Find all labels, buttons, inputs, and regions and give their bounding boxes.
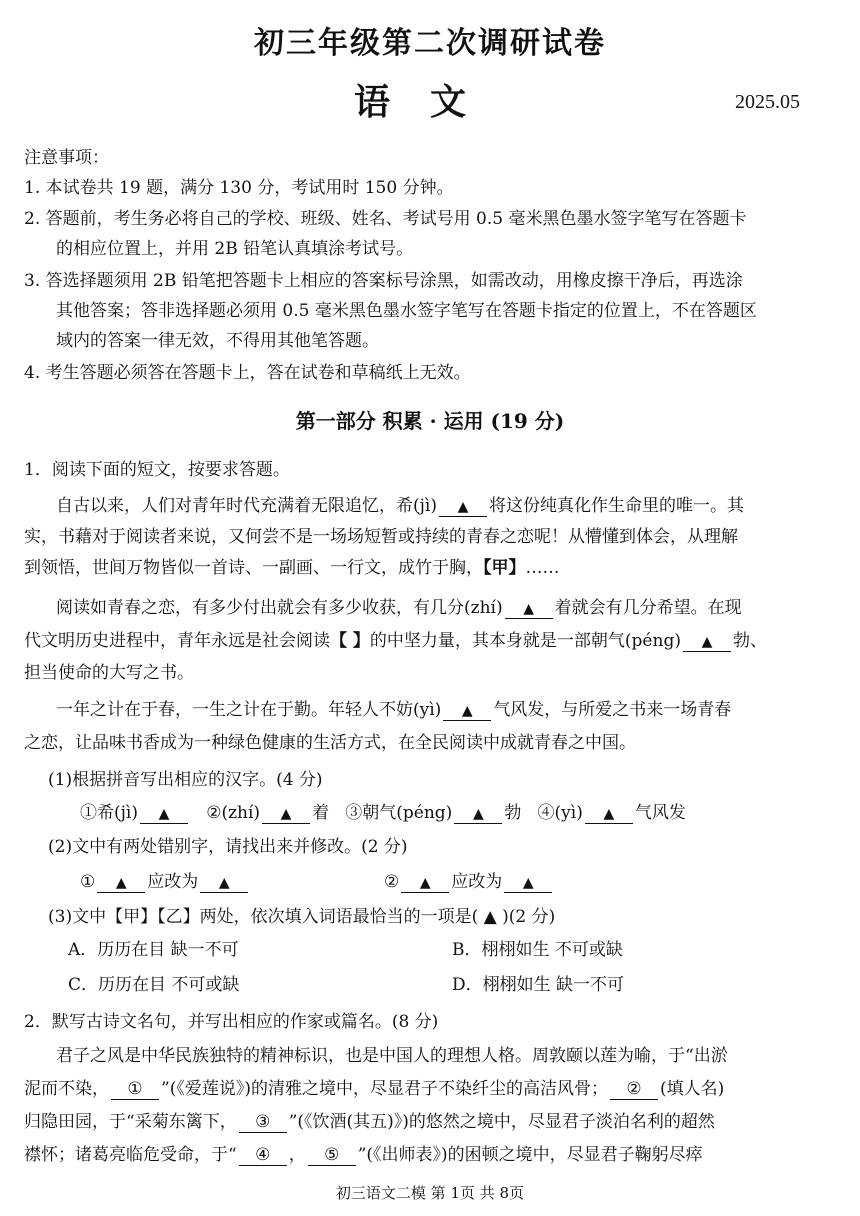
option-c[interactable]: C．历历在目 不可或缺 [68,975,240,995]
sub-question-2: (2)文中有两处错别字，请找出来并修改。(2 分) [48,837,408,857]
q1-paragraph-line [56,698,836,722]
text: ③朝气(péng) [345,803,453,823]
triangle-icon: ▲ [461,703,473,719]
q1-paragraph-line: 实，书藉对于阅读者来说，又何尝不是一场场短暂或持续的青春之恋呢！从懵懂到体会，从理解 [24,527,738,547]
triangle-icon: ▲ [218,875,230,891]
q2-stem: 2．默写古诗文名句，并写出相应的作家或篇名。(8 分) [24,1012,439,1032]
subject-title: 语文 [353,81,506,123]
triangle-icon: ▲ [419,875,431,891]
triangle-icon: ▲ [457,499,469,515]
answer-blank[interactable] [439,496,487,517]
text: 将这份纯真化作生命里的唯一。其 [488,496,744,516]
text: 襟怀；诸葛亮临危受命，于“ [24,1145,237,1165]
triangle-icon: ▲ [603,806,615,822]
text: ①希(jì) [80,803,138,823]
text: 到领悟，世间万物皆似一首诗、一副画、一行文，成竹于胸， [24,558,483,578]
text: 着就会有几分希望。在现 [554,598,742,618]
answer-blank[interactable] [262,803,310,824]
answer-blank[interactable]: ② [610,1079,658,1100]
answer-blank[interactable] [454,803,502,824]
answer-blank[interactable] [401,872,449,893]
text: 气风发，与所爱之书来一场青春 [493,700,732,720]
notice-item: 的相应位置上，并用 2B 铅笔认真填涂考试号。 [56,239,414,259]
option-b[interactable]: B．栩栩如生 不可或缺 [452,940,623,960]
text: 代文明历史进程中，青年永远是社会阅读 [24,631,330,651]
sub-question-3: (3)文中【甲】【乙】两处，依次填入词语最恰当的一项是( ▲ )(2 分) [48,907,556,927]
q1-paragraph-line [56,596,836,620]
answer-blank[interactable]: ① [111,1079,159,1100]
q2-line [24,1077,834,1101]
sub-question-1: (1)根据拼音写出相应的汉字。(4 分) [48,770,323,790]
text: (填人名) [659,1079,725,1099]
section-heading: 第一部分 积累 · 运用 (19 分) [295,409,565,433]
text: 勃、 [732,631,767,651]
option-a[interactable]: A．历历在目 缺一不可 [68,940,239,960]
answer-blank[interactable] [585,803,633,824]
text: ② [384,872,400,892]
text: ”(《饮酒(其五)》)的悠然之境中，尽显君子淡泊名利的超然 [288,1112,715,1132]
text: 归隐田园，于“采菊东篱下， [24,1112,237,1132]
answer-blank[interactable] [505,598,553,619]
q1-paragraph-line: 之恋，让品味书香成为一种绿色健康的生活方式，在全民阅读中成就青春之中国。 [24,733,636,753]
q1-paragraph-line [56,494,836,518]
text: 着 [312,803,330,823]
text: ① [80,872,96,892]
answer-blank[interactable]: ⑤ [308,1145,356,1166]
marker-yi: 【 】 [330,631,370,651]
answer-blank[interactable] [140,803,188,824]
text: 勃 [504,803,522,823]
triangle-icon: ▲ [701,634,713,650]
notice-item: 域内的答案一律无效，不得用其他笔答题。 [56,331,379,351]
answer-blank[interactable]: ④ [239,1145,287,1166]
q1-paragraph-line: 担当使命的大写之书。 [24,663,194,683]
answer-blank[interactable] [504,872,552,893]
text: ④(yì) [537,803,583,823]
triangle-icon: ▲ [522,875,534,891]
triangle-icon: ▲ [158,806,170,822]
q2-line [24,1143,834,1167]
sub1-answers [80,801,830,825]
exam-title: 初三年级第二次调研试卷 [254,26,606,61]
notice-item: 其他答案；答非选择题必须用 0.5 毫米黑色墨水签字笔写在答题卡指定的位置上，不在答题区 [56,301,757,321]
text: 泥而不染， [24,1079,109,1099]
q2-line: 君子之风是中华民族独特的精神标识，也是中国人的理想人格。周敦颐以莲为喻，于“出淤 [56,1046,728,1066]
text: 气风发 [634,803,686,823]
text: 应改为 [147,872,199,892]
q1-paragraph-line [24,629,834,653]
notice-item: 1. 本试卷共 19 题，满分 130 分，考试用时 150 分钟。 [24,178,454,198]
option-d[interactable]: D．栩栩如生 缺一不可 [452,975,625,995]
notice-item: 4. 考生答题必须答在答题卡上，答在试卷和草稿纸上无效。 [24,363,471,383]
answer-blank[interactable] [200,872,248,893]
text: 阅读如青春之恋，有多少付出就会有多少收获，有几分(zhí) [56,598,503,618]
notice-item: 2. 答题前，考生务必将自己的学校、班级、姓名、考试号用 0.5 毫米黑色墨水签字笔写在答题卡 [24,209,747,229]
q1-paragraph-line [24,556,834,580]
marker-jia: 【甲】 [483,558,526,578]
answer-blank[interactable]: ③ [239,1112,287,1133]
text: 的中坚力量，其本身就是一部朝气(péng) [369,631,681,651]
sub2-answers-right [384,870,804,894]
exam-date: 2025.05 [735,91,800,113]
triangle-icon: ▲ [280,806,292,822]
text: 一年之计在于春，一生之计在于勤。年轻人不妨(yì) [56,700,442,720]
answer-blank[interactable] [683,631,731,652]
q2-line [24,1110,834,1134]
answer-blank[interactable] [97,872,145,893]
text: ”(《出师表》)的困顿之境中，尽显君子鞠躬尽瘁 [357,1145,703,1165]
text: 应改为 [451,872,503,892]
q1-stem: 1．阅读下面的短文，按要求答题。 [24,460,290,480]
triangle-icon: ▲ [523,601,534,617]
triangle-icon: ▲ [115,875,127,891]
notice-item: 3. 答选择题须用 2B 铅笔把答题卡上相应的答案标号涂黑，如需改动，用橡皮擦干净后，再选涂 [24,271,743,291]
text: …… [525,558,560,578]
text: 自古以来，人们对青年时代充满着无限追忆，希(jì) [56,496,437,516]
triangle-icon: ▲ [472,806,484,822]
text: ②(zhí) [206,803,261,823]
text: ， [288,1145,306,1165]
notice-heading: 注意事项： [24,148,109,168]
page-footer: 初三语文二模 第 1页 共 8页 [335,1184,525,1202]
answer-blank[interactable] [443,700,491,721]
text: ”(《爱莲说》)的清雅之境中，尽显君子不染纤尘的高洁风骨； [161,1079,608,1099]
